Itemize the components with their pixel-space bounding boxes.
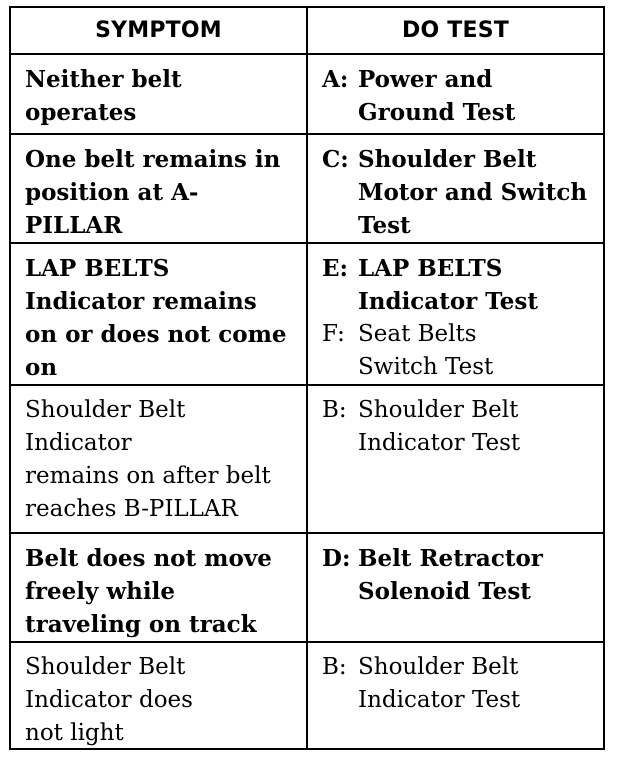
test-cell [307, 134, 603, 243]
test-description: Power and Ground Test [358, 66, 516, 126]
test-code: F: [322, 321, 345, 347]
test-cell [307, 385, 603, 533]
test-description: LAP BELTS Indicator Test [358, 255, 538, 315]
symptom-cell [11, 54, 307, 134]
test-description: Belt Retractor Solenoid Test [358, 545, 543, 605]
test-description: Shoulder Belt Indicator Test [358, 654, 521, 713]
symptom-text: One belt remains in position at A- PILLAR [25, 146, 281, 239]
symptom-cell [11, 385, 307, 533]
test-code: A: [322, 66, 349, 93]
symptom-cell [11, 642, 307, 750]
test-code: D: [322, 545, 351, 572]
test-cell [307, 642, 603, 750]
table-row [11, 134, 603, 243]
table-row [11, 642, 603, 750]
test-code: B: [322, 397, 347, 423]
symptom-cell [11, 134, 307, 243]
symptom-test-table [11, 8, 603, 750]
test-description: Seat Belts Switch Test [358, 321, 494, 380]
symptom-cell [11, 243, 307, 385]
table-row [11, 243, 603, 385]
table-row [11, 385, 603, 533]
test-description: Shoulder Belt Indicator Test [358, 397, 521, 456]
test-cell [307, 54, 603, 134]
test-code: B: [322, 654, 347, 680]
symptom-text: LAP BELTS Indicator remains on or does not come on [25, 255, 287, 381]
symptom-text: Shoulder Belt Indicator remains on after belt reaches B-PILLAR [25, 397, 271, 522]
symptom-text: Belt does not move freely while traveling on track [25, 545, 272, 638]
header-symptom: SYMPTOM [11, 8, 307, 54]
symptom-cell [11, 533, 307, 642]
test-code: C: [322, 146, 349, 173]
test-code: E: [322, 255, 349, 282]
diagnosis-table-frame [9, 6, 605, 750]
test-cell [307, 533, 603, 642]
test-description: Shoulder Belt Motor and Switch Test [358, 146, 588, 239]
header-do-test: DO TEST [307, 8, 603, 54]
table-header-row [11, 8, 603, 54]
table-row [11, 54, 603, 134]
test-cell [307, 243, 603, 385]
symptom-text: Shoulder Belt Indicator does not light [25, 654, 193, 746]
table-row [11, 533, 603, 642]
symptom-text: Neither belt operates [25, 66, 182, 126]
